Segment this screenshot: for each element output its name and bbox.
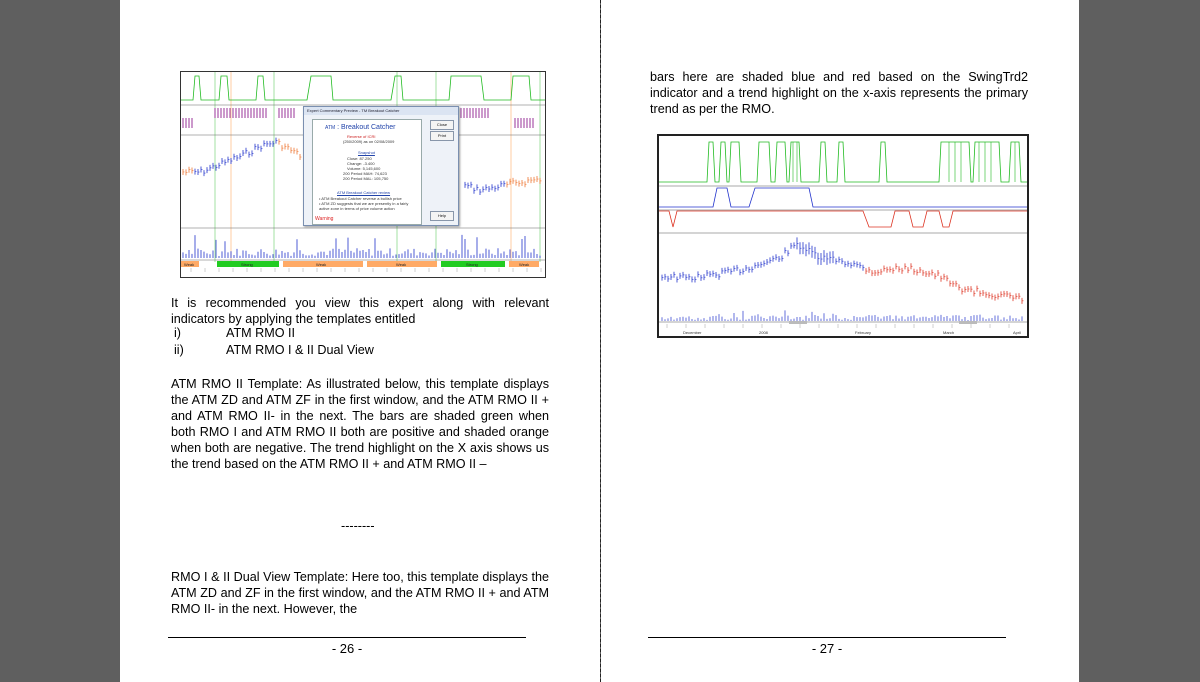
axis-month: December (683, 330, 702, 335)
axis-month: 2008 (759, 330, 768, 335)
page-divider (600, 0, 601, 682)
dialog-date: (250/2009) as on 02/08/2009 (343, 139, 395, 144)
axis-month: February (855, 330, 872, 335)
dialog-review-title: ATM Breakout Catcher review (337, 190, 391, 195)
separator: -------- (341, 519, 375, 533)
dialog-warning: Warning (315, 216, 334, 222)
page-number: - 27 - (811, 641, 843, 656)
list-item-text: ATM RMO I & II Dual View (226, 343, 374, 357)
band-label: Strong (466, 262, 478, 267)
footer-line (648, 637, 1006, 638)
right-volume-bars (662, 310, 1022, 321)
footer-line (168, 637, 526, 638)
dialog-snapshot-title: Snapshot (358, 150, 375, 155)
dialog-body (312, 119, 422, 225)
axis-month: March (943, 330, 955, 335)
dialog-snapshot-row: Volume: 5,145,600 (347, 166, 381, 171)
left-paragraph-1: It is recommended you view this expert along with relevant indicators by applying the templates entitled (171, 296, 549, 326)
help-button[interactable]: Help (430, 211, 454, 221)
swingtrd2-chart (659, 136, 1027, 336)
dialog-snapshot-row: Change: -3.400 (347, 161, 375, 166)
dialog-snapshot-row: 200 Period MAH: 74,623 (343, 171, 387, 176)
dialog-review-line: active zone in terms of price volume action (319, 206, 395, 211)
band-label: Weak (396, 262, 407, 267)
band-label: Weak (519, 262, 530, 267)
left-paragraph-2: ATM RMO II Template: As illustrated below, this template displays the ATM ZD and ATM ZF in the first window, and the ATM RMO II + and ATM RMO II- in the next. The bars are shaded green when both RMO I and ATM RMO II both are positive and shaded orange when both are negative. The trend highlight on the X axis shows us the trend based on the ATM RMO II + and ATM RMO II – (171, 377, 549, 471)
page-number: - 26 - (331, 641, 363, 656)
right-price-bars (662, 237, 1024, 304)
left-paragraph-3: RMO I & II Dual View Template: Here too, this template displays the ATM ZD and ZF in the first window, and the ATM RMO II + and ATM RMO II- in the next. However, the (171, 570, 549, 616)
dialog-snapshot-row: Close: 87.250 (347, 156, 372, 161)
dialog-review-line: • ATM ZD suggests that we are presently in a fairly (319, 201, 409, 206)
list-item-text: ATM RMO II (226, 326, 296, 340)
dialog-title: Expert Commentary Preview - TM Breakout Catcher (304, 107, 458, 115)
dialog-review-line: • ATM Breakout Catcher reverse a bullish price (319, 196, 402, 201)
list-marker: ii) (174, 343, 184, 357)
print-button[interactable]: Print (430, 131, 454, 141)
band-label: Weak (184, 262, 195, 267)
swingtrd2-chart-figure (657, 134, 1029, 338)
axis-month: April (1013, 330, 1022, 335)
atm-rmo-chart-figure (180, 71, 546, 278)
expert-commentary-dialog (303, 106, 459, 226)
list-marker: i) (174, 326, 181, 340)
close-button[interactable]: Close (430, 120, 454, 130)
dialog-heading: ATM : Breakout Catcher (325, 124, 396, 131)
band-label: Weak (316, 262, 327, 267)
dialog-snapshot-row: 200 Period MAL: 105,750 (343, 176, 389, 181)
right-paragraph-1: bars here are shaded blue and red based on the SwingTrd2 indicator and a trend highlight on the x-axis represents the primary trend as per the RMO. (650, 70, 1028, 116)
band-label: Strong (241, 262, 253, 267)
left-volume-bars (183, 235, 540, 258)
dialog-subheading: Reverse of ICRI (347, 134, 376, 139)
